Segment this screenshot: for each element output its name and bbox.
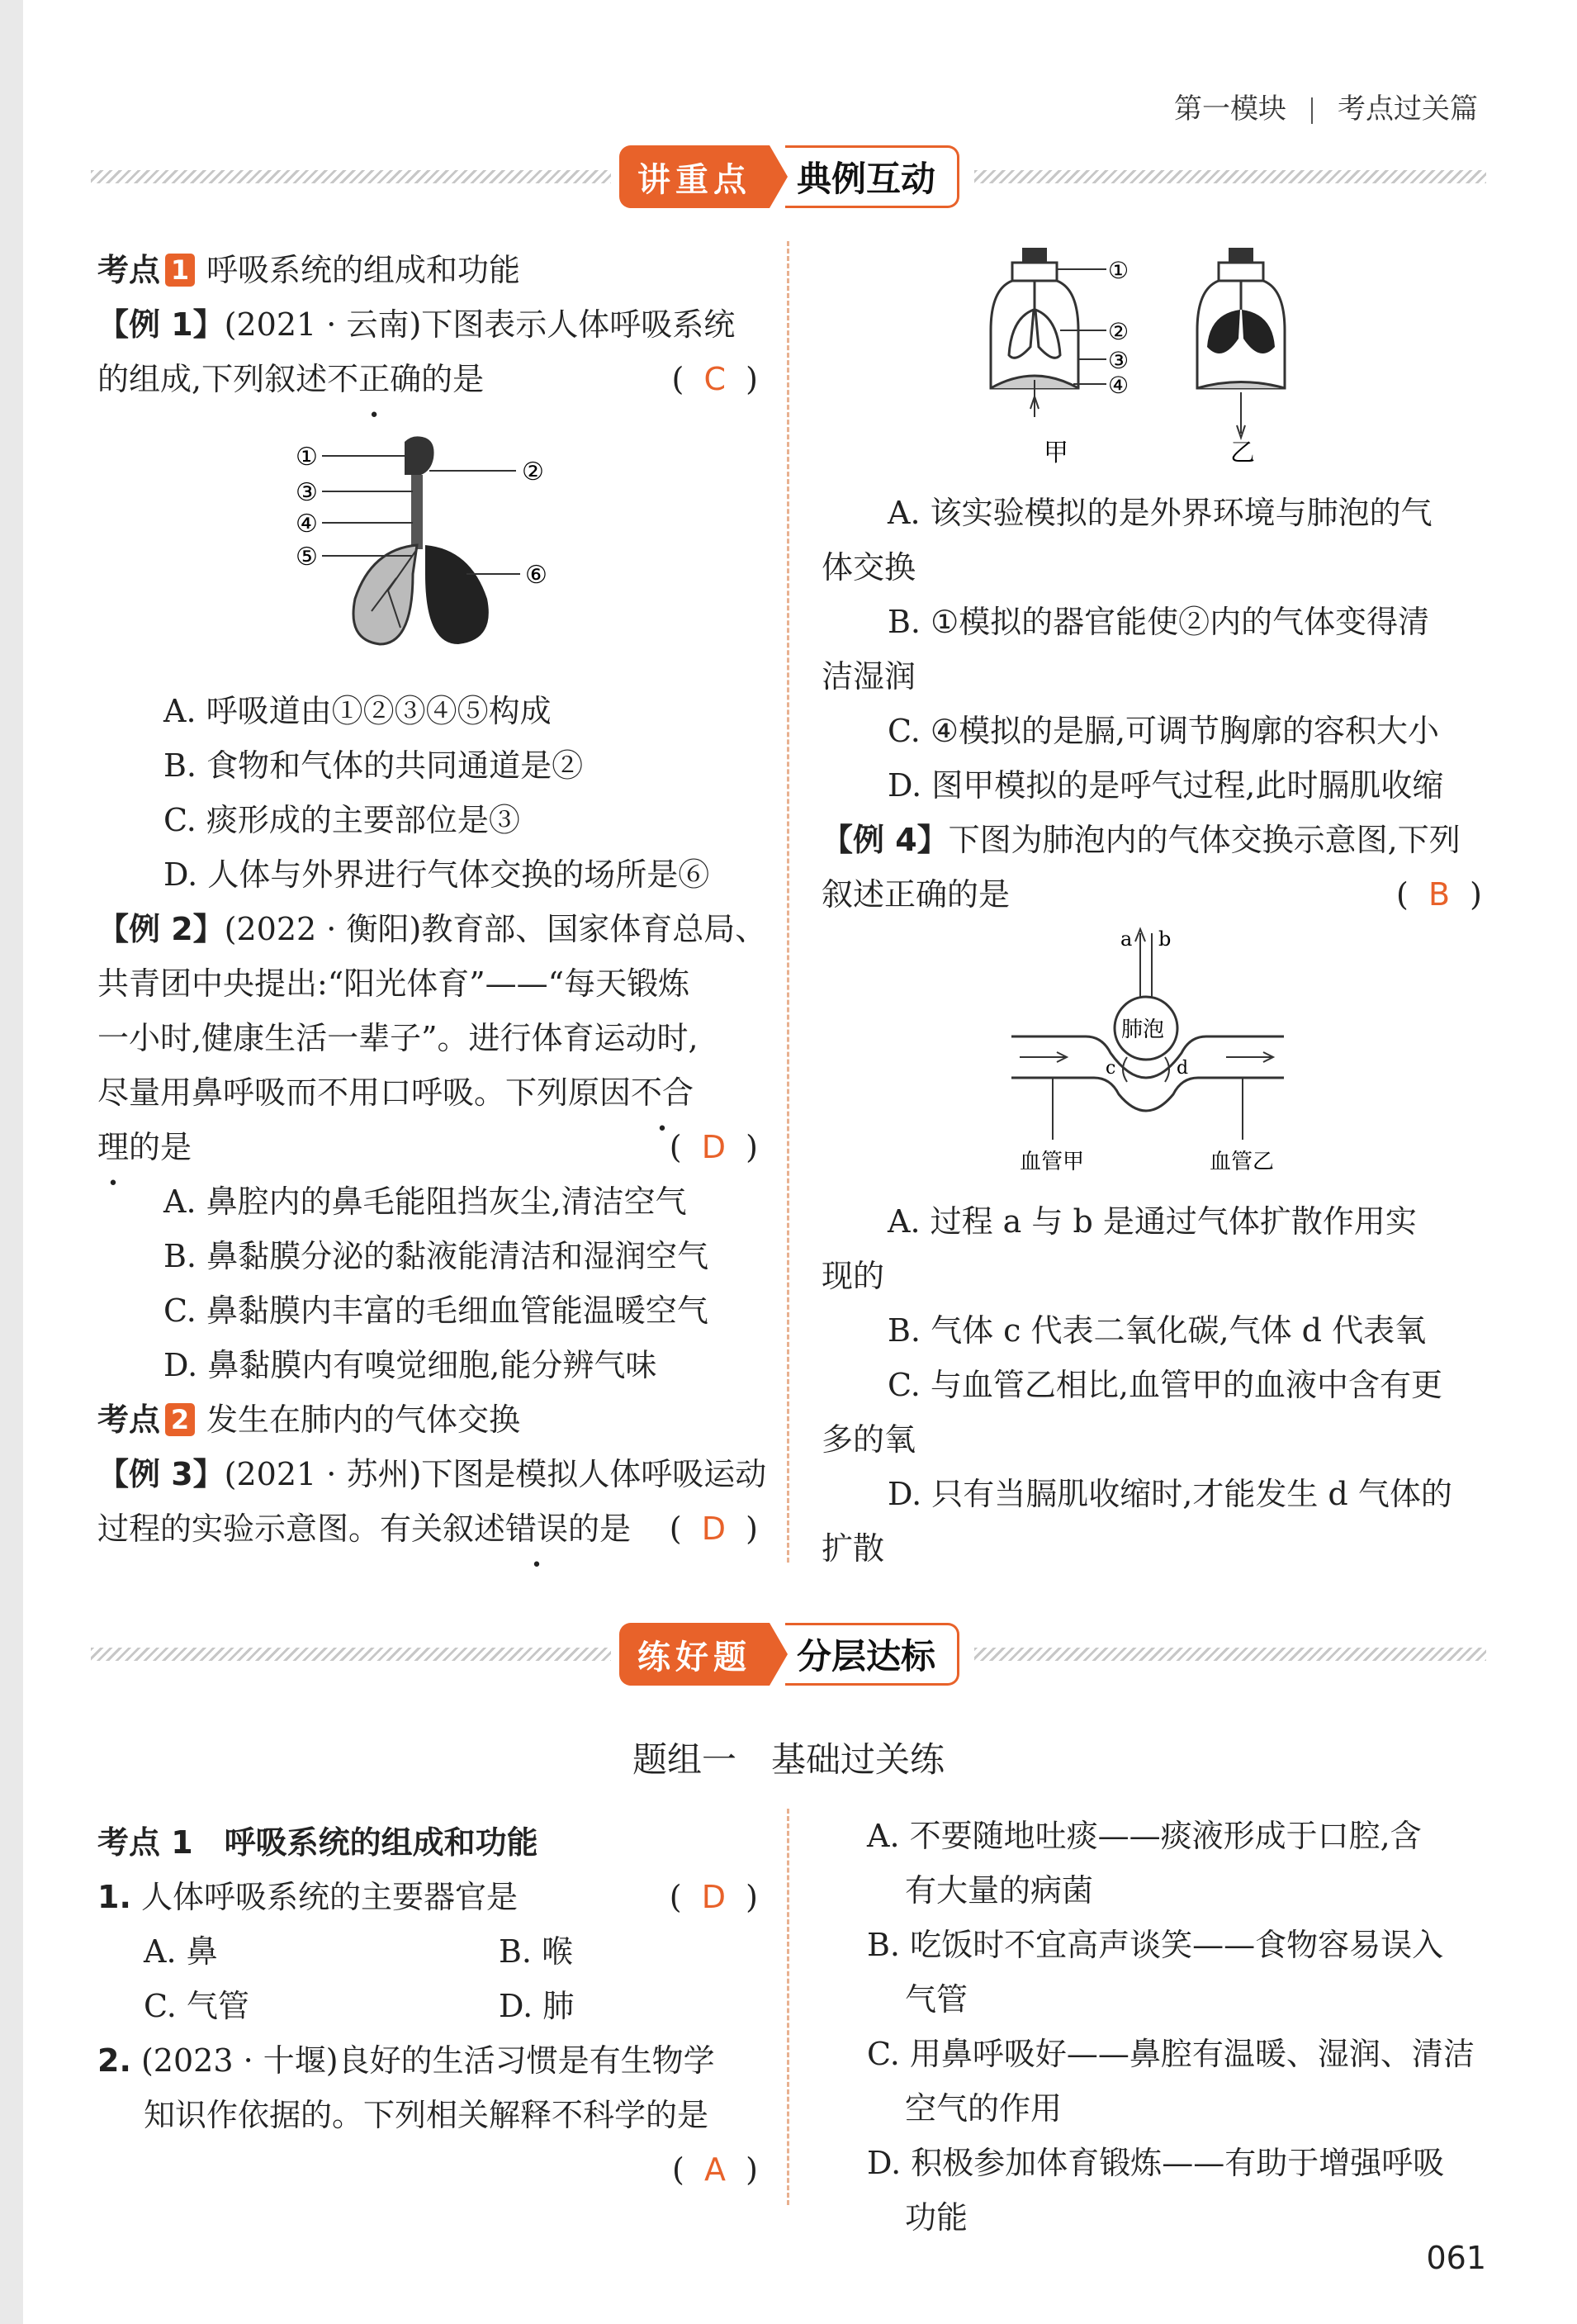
topic-heading: 考点 1 呼吸系统的组成和功能 (97, 1824, 538, 1861)
figure-label: ③ (1108, 347, 1129, 374)
figure-label: d (1177, 1058, 1189, 1079)
answer-bracket: ( D ) (669, 1879, 758, 1915)
answer: C (703, 361, 727, 397)
question-2-line2: 知识作依据的。下列相关解释不科学的是 (144, 2097, 709, 2133)
option-b: B. 吃饭时不宜高声谈笑——食物容易误入 (867, 1927, 1444, 1963)
emphasis-text: 不合 (631, 1074, 694, 1111)
example-2-line2: 共青团中央提出:“阳光体育”——“每天锻炼 (97, 965, 690, 1002)
answer: D (701, 1511, 727, 1547)
option-c: C. 痰形成的主要部位是③ (163, 802, 520, 838)
banner-hatch (974, 1648, 1486, 1661)
banner-pill (619, 145, 966, 208)
banner-hatch (974, 170, 1486, 183)
group-title: 题组一 基础过关练 (632, 1739, 945, 1780)
section-banner-practice (91, 1623, 1486, 1686)
banner-hatch (91, 1648, 611, 1661)
option-d: D. 积极参加体育锻炼——有助于增强呼吸 (867, 2145, 1445, 2181)
option-b: B. 鼻黏膜分泌的黏液能清洁和湿润空气 (163, 1238, 709, 1274)
option-c: C. 鼻黏膜内丰富的毛细血管能温暖空气 (163, 1292, 708, 1329)
running-header (1174, 86, 1478, 126)
respiratory-system-figure (289, 434, 570, 657)
option-c: C. 用鼻呼吸好——鼻腔有温暖、湿润、清洁 (867, 2036, 1475, 2072)
emphasis-text: 理 (97, 1129, 130, 1165)
bottom-right-column (867, 1809, 1494, 2245)
emphasis-text: 错误 (505, 1511, 569, 1547)
banner-label: 讲重点 (619, 145, 770, 208)
question-1-options (97, 1924, 758, 1979)
figure-label: ④ (296, 510, 318, 538)
vessel-label: 血管甲 (1020, 1150, 1085, 1174)
option-d: D. 肺 (499, 1988, 575, 2024)
question-2: 2. (2023 · 十堰)良好的生活习惯是有生物学 (97, 2042, 715, 2079)
header-module: 第一模块 (1174, 92, 1286, 126)
figure-label: c (1106, 1058, 1116, 1079)
figure-label: 甲 (1044, 439, 1068, 467)
example-4: 【例 4】下图为肺泡内的气体交换示意图,下列 (822, 822, 1461, 858)
example-1-line2: 的组成,下列叙述不正确的是 ( C ) (97, 352, 758, 406)
option-b-cont: 气管 (905, 1981, 968, 2018)
answer: D (701, 1129, 727, 1165)
option-a-cont: 有大量的病菌 (905, 1872, 1094, 1909)
bottom-left-column (97, 1815, 758, 2197)
answer-bracket: ( A ) (672, 2151, 758, 2188)
example-2-line3: 一小时,健康生活一辈子”。进行体育运动时, (97, 1020, 699, 1056)
option-a: A. 鼻 (144, 1933, 218, 1970)
option-a: A. 鼻腔内的鼻毛能阻挡灰尘,清洁空气 (163, 1183, 687, 1220)
option-c: C. 气管 (144, 1988, 249, 2024)
option-d-cont: 扩散 (822, 1530, 885, 1567)
option-d: D. 只有当膈肌收缩时,才能发生 d 气体的 (888, 1476, 1452, 1512)
page-edge (0, 0, 23, 2324)
option-a: A. 不要随地吐痰——痰液形成于口腔,含 (867, 1818, 1422, 1854)
figure-label: ③ (296, 478, 318, 507)
option-b-cont: 洁湿润 (822, 658, 916, 695)
column-divider (787, 1809, 789, 2205)
figure-label: ④ (1108, 372, 1129, 399)
option-a-cont: 现的 (822, 1258, 885, 1294)
example-3-line2: 过程的实验示意图。有关叙述错误的是 ( D ) (97, 1501, 758, 1556)
figure-label: ① (1108, 257, 1129, 284)
column-divider (787, 241, 789, 1563)
option-c-cont: 空气的作用 (905, 2090, 1063, 2127)
banner-hatch (91, 170, 611, 183)
header-separator (1311, 97, 1313, 124)
option-d: D. 鼻黏膜内有嗅觉细胞,能分辨气味 (163, 1347, 657, 1383)
figure-label: ② (522, 458, 544, 486)
figure-label: ② (1108, 318, 1129, 345)
option-c: C. 与血管乙相比,血管甲的血液中含有更 (888, 1367, 1442, 1403)
emphasis-text: 不正确 (327, 361, 422, 397)
alveolus-label: 肺泡 (1121, 1017, 1165, 1042)
answer: B (1428, 876, 1451, 913)
topic-number: 1 (165, 254, 195, 287)
banner-subtitle: 分层达标 (785, 1623, 959, 1686)
example-2-line5: 理的是 ( D ) (97, 1120, 758, 1174)
answer-bracket: ( B ) (1395, 876, 1482, 913)
option-b: B. 食物和气体的共同通道是② (163, 747, 584, 784)
example-3: 【例 3】(2021 · 苏州)下图是模拟人体呼吸运动 (97, 1456, 767, 1492)
option-c-cont: 多的氧 (822, 1421, 916, 1458)
option-b: B. 气体 c 代表二氧化碳,气体 d 代表氧 (888, 1312, 1427, 1349)
banner-pill (619, 1623, 966, 1686)
question-1-options (97, 1979, 758, 2033)
header-section: 考点过关篇 (1338, 92, 1478, 126)
example-1: 【例 1】(2021 · 云南)下图表示人体呼吸系统 (97, 306, 736, 343)
example-4-line2: 叙述正确的是 ( B ) (822, 867, 1482, 922)
option-d: D. 图甲模拟的是呼气过程,此时膈肌收缩 (888, 767, 1444, 804)
figure-label: b (1158, 927, 1172, 951)
answer-bracket: ( D ) (669, 1129, 758, 1165)
answer-bracket: ( C ) (671, 361, 758, 397)
answer: D (701, 1879, 727, 1915)
alveolus-gas-exchange-figure (1003, 921, 1300, 1177)
figure-label: ⑥ (525, 561, 547, 590)
option-a-cont: 体交换 (822, 549, 916, 586)
option-d-cont: 功能 (905, 2199, 968, 2236)
topic-heading-2: 考点 2 发生在肺内的气体交换 (97, 1402, 521, 1438)
topic-number: 2 (165, 1403, 195, 1436)
bell-jar-model-figure (983, 240, 1338, 487)
banner-label: 练好题 (619, 1623, 770, 1686)
answer: A (704, 2151, 727, 2188)
option-b: B. ①模拟的器官能使②内的气体变得清 (888, 604, 1430, 640)
page-number: 061 (1426, 2240, 1486, 2276)
answer-bracket: ( D ) (669, 1511, 758, 1547)
option-a: A. 该实验模拟的是外界环境与肺泡的气 (888, 495, 1433, 531)
figure-label: ① (296, 443, 318, 472)
figure-label: ⑤ (296, 543, 318, 572)
example-2-line4: 尽量用鼻呼吸而不用口呼吸。下列原因不合 (97, 1074, 694, 1111)
figure-label: 乙 (1230, 439, 1255, 467)
option-c: C. ④模拟的是膈,可调节胸廓的容积大小 (888, 713, 1440, 749)
vessel-label: 血管乙 (1210, 1150, 1275, 1174)
question-1: 1. 人体呼吸系统的主要器官是 ( D ) (97, 1870, 758, 1924)
figure-label: a (1120, 927, 1133, 951)
example-2: 【例 2】(2022 · 衡阳)教育部、国家体育总局、 (97, 911, 767, 947)
option-a: A. 过程 a 与 b 是通过气体扩散作用实 (888, 1203, 1417, 1240)
topic-heading-1: 考点 1 呼吸系统的组成和功能 (97, 252, 521, 288)
option-d: D. 人体与外界进行气体交换的场所是⑥ (163, 856, 710, 893)
option-a: A. 呼吸道由①②③④⑤构成 (163, 693, 552, 729)
option-b: B. 喉 (499, 1933, 574, 1970)
banner-subtitle: 典例互动 (785, 145, 959, 208)
section-banner-key-points (91, 145, 1486, 208)
